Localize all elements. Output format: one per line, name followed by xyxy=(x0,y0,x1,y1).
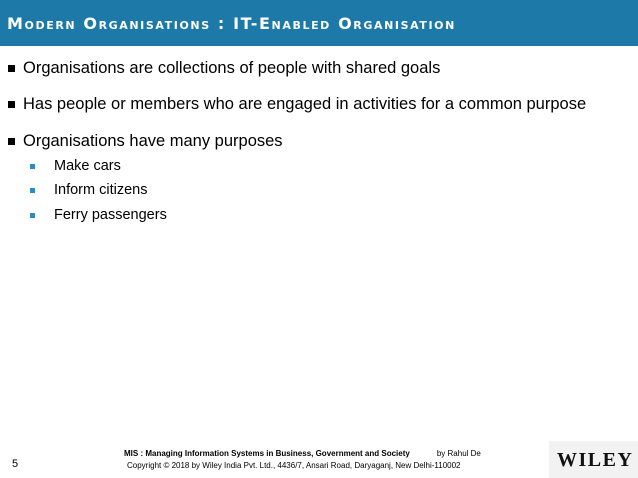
slide-footer xyxy=(0,438,638,478)
square-sub-bullet-icon xyxy=(30,188,35,193)
wiley-logo xyxy=(549,441,638,478)
bullet-text: Organisations are collections of people with shared goals xyxy=(23,59,441,77)
bullet-item xyxy=(8,132,283,151)
slide-title-bar xyxy=(0,0,638,46)
sub-bullet-text: Ferry passengers xyxy=(54,207,167,223)
wiley-logo-text: WILEY xyxy=(557,449,634,471)
sub-bullet-item xyxy=(30,207,167,223)
slide-title: Modern Organisations : IT-Enabled Organisation xyxy=(7,13,456,33)
sub-bullet-item xyxy=(30,158,121,174)
square-bullet-icon xyxy=(8,101,15,108)
footer-citation xyxy=(124,449,481,458)
bullet-text: Has people or members who are engaged in activities for a common purpose xyxy=(23,95,587,113)
sub-bullet-text: Make cars xyxy=(54,158,121,174)
bullet-item xyxy=(8,59,440,78)
sub-bullet-item xyxy=(30,182,147,198)
square-sub-bullet-icon xyxy=(30,213,35,218)
square-bullet-icon xyxy=(8,138,15,145)
book-title: MIS : Managing Information Systems in Business, Government and Society xyxy=(124,449,410,458)
square-sub-bullet-icon xyxy=(30,164,35,169)
copyright-notice: Copyright © 2018 by Wiley India Pvt. Ltd., 4436/7, Ansari Road, Daryaganj, New Delhi-110002 xyxy=(127,461,461,470)
author-credit: by Rahul De xyxy=(436,449,481,458)
sub-bullet-text: Inform citizens xyxy=(54,182,148,198)
page-number: 5 xyxy=(12,458,19,470)
bullet-text: Organisations have many purposes xyxy=(23,132,283,150)
square-bullet-icon xyxy=(8,65,15,72)
bullet-item xyxy=(8,95,586,114)
